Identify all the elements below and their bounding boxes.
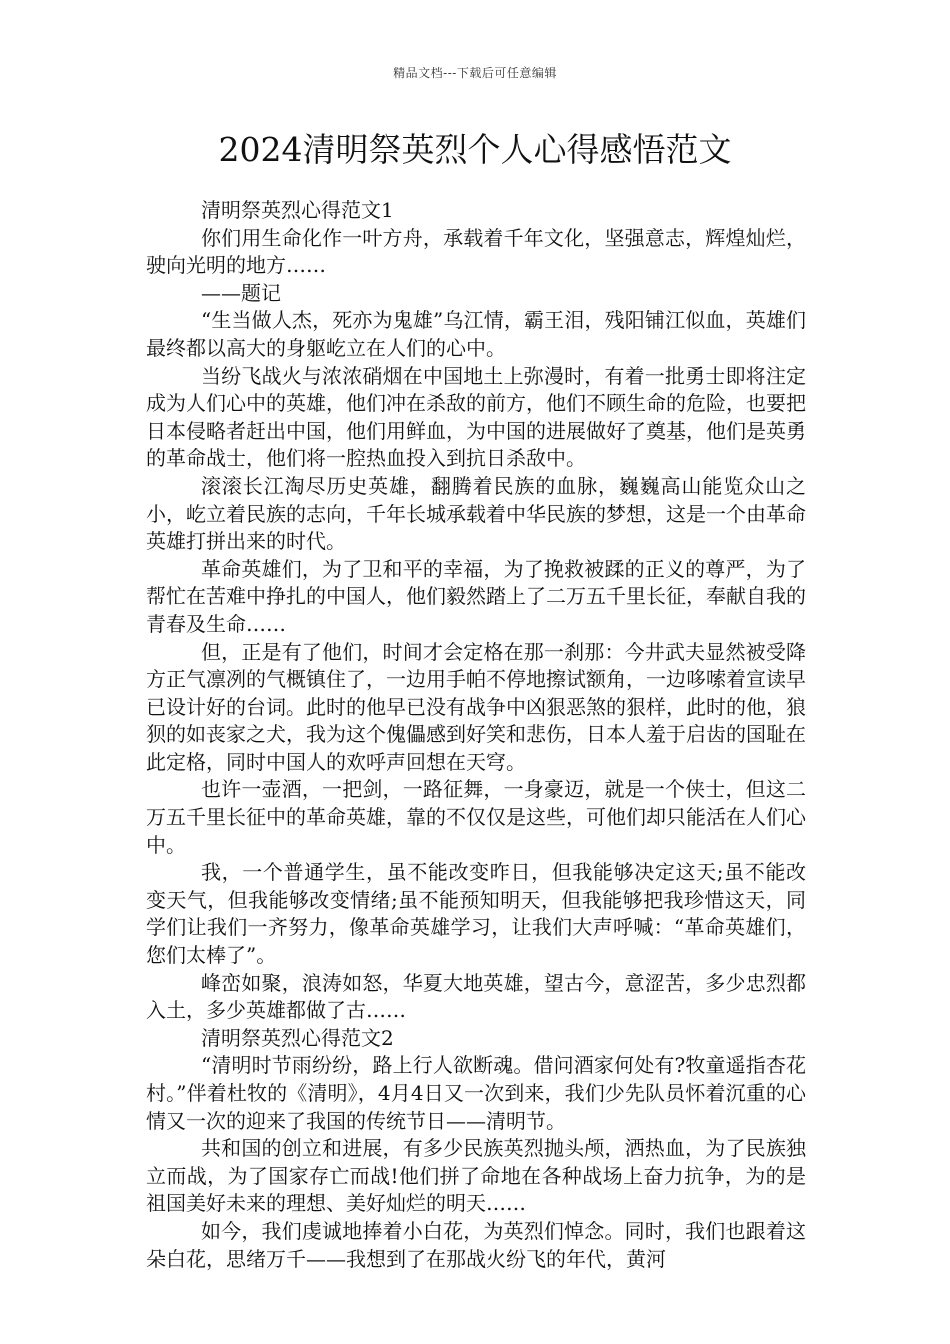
paragraph: 革命英雄们，为了卫和平的幸福，为了挽救被蹂的正义的尊严，为了帮忙在苦难中挣扎的中国人，他们毅然踏上了二万五千里长征，奉献自我的青春及生命…… (146, 556, 806, 636)
page-title: 2024清明祭英烈个人心得感悟范文 (218, 130, 732, 169)
paragraph: 峰峦如聚，浪涛如怒，华夏大地英雄，望古今，意涩苦，多少忠烈都入土，多少英雄都做了古…… (146, 970, 806, 1023)
paragraph: 如今，我们虔诚地捧着小白花，为英烈们悼念。同时，我们也跟着这朵白花，思绪万千——我想到了在那战火纷飞的年代，黄河 (146, 1218, 806, 1271)
section-heading-1: 清明祭英烈心得范文1 (201, 198, 394, 222)
paragraph: “清明时节雨纷纷，路上行人欲断魂。借问酒家何处有?牧童遥指杏花村。”伴着杜牧的《清明》，4月4日又一次到来，我们少先队员怀着沉重的心情又一次的迎来了我国的传统节日——清明节。 (146, 1053, 806, 1133)
header-note: 精品文档---下载后可任意编辑 (393, 66, 557, 80)
paragraph: 但，正是有了他们，时间才会定格在那一刹那：今井武夫显然被受降方正气凛冽的气概镇住了，一边用手帕不停地擦试额角，一边哆嗦着宣读早已设计好的台词。此时的他早已没有战争中凶狠恶煞的狠样，此时的他，狼狈的如丧家之犬，我为这个傀儡感到好笑和悲伤，日本人羞于启齿的国耻在此定格，同时中国人的欢呼声回想在天穹。 (146, 639, 806, 774)
paragraph: 你们用生命化作一叶方舟，承载着千年文化，坚强意志，辉煌灿烂，驶向光明的地方…… (146, 225, 806, 278)
paragraph: 共和国的创立和进展，有多少民族英烈抛头颅，洒热血，为了民族独立而战，为了国家存亡而战!他们拼了命地在各种战场上奋力抗争，为的是祖国美好未来的理想、美好灿烂的明天…… (146, 1136, 806, 1216)
paragraph: 我，一个普通学生，虽不能改变昨日，但我能够决定这天;虽不能改变天气，但我能够改变情绪;虽不能预知明天，但我能够把我珍惜这天，同学们让我们一齐努力，像革命英雄学习，让我们大声呼喊：“革命英雄们，您们太棒了”。 (146, 860, 806, 968)
paragraph: 当纷飞战火与浓浓硝烟在中国地土上弥漫时，有着一批勇士即将注定成为人们心中的英雄，他们冲在杀敌的前方，他们不顾生命的危险，也要把日本侵略者赶出中国，他们用鲜血，为中国的进展做好了奠基，他们是英勇的革命战士，他们将一腔热血投入到抗日杀敌中。 (146, 363, 806, 471)
section-heading-2: 清明祭英烈心得范文2 (201, 1025, 394, 1050)
article-body (146, 197, 806, 1273)
paragraph: “生当做人杰，死亦为鬼雄”乌江情，霸王泪，残阳铺江似血，英雄们最终都以高大的身躯屹立在人们的心中。 (146, 308, 806, 360)
paragraph: 滚滚长江淘尽历史英雄，翻腾着民族的血脉，巍巍高山能览众山之小，屹立着民族的志向，千年长城承载着中华民族的梦想，这是一个由革命英雄打拼出来的时代。 (146, 473, 806, 554)
epigraph-label: ——题记 (201, 280, 281, 305)
paragraph: 也许一壶酒，一把剑，一路征舞，一身豪迈，就是一个侠士，但这二万五千里长征中的革命英雄，靠的不仅仅是这些，可他们却只能活在人们心中。 (146, 777, 806, 857)
